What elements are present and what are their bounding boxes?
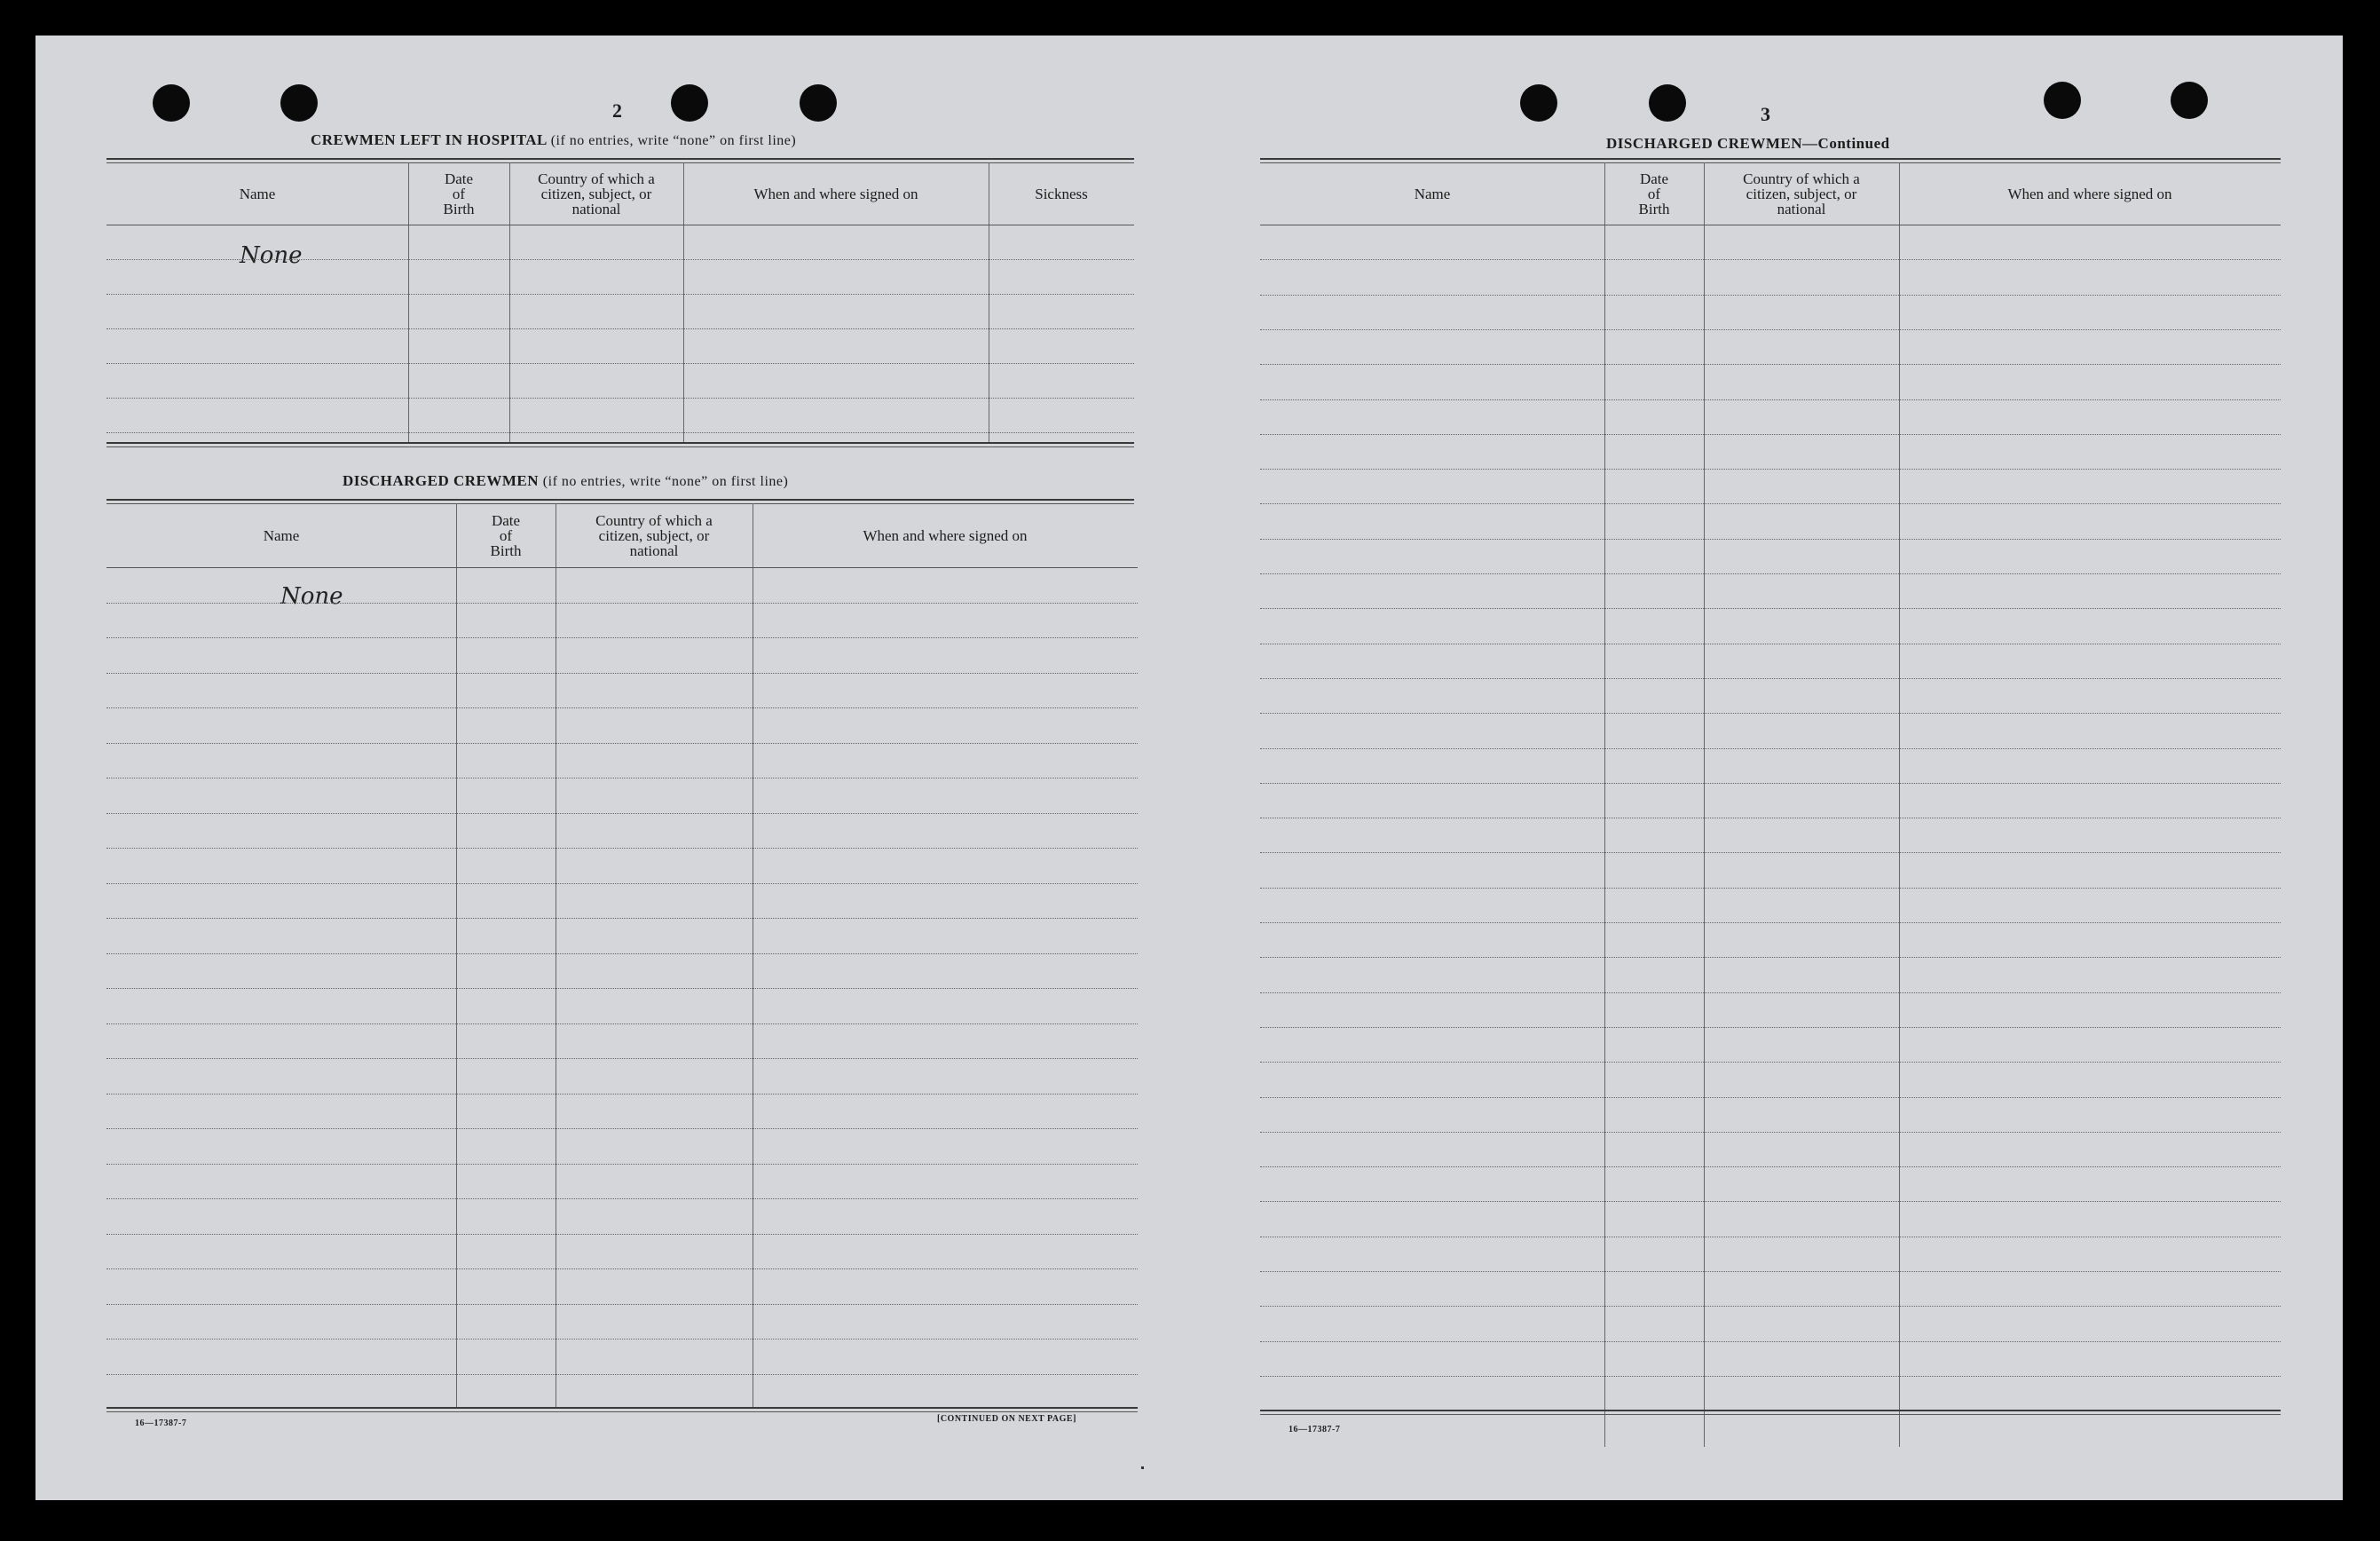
row-line	[1260, 1306, 2281, 1307]
page-number-left: 2	[612, 99, 622, 122]
row-line	[106, 848, 1138, 849]
discharged-note: (if no entries, write “none” on first line)	[542, 474, 789, 489]
punch-hole	[280, 84, 318, 122]
column-divider	[456, 503, 457, 1409]
row-line	[1260, 503, 2281, 504]
col-header-name: Name	[263, 526, 300, 544]
column-divider	[1899, 162, 1900, 1447]
col-header-signed: When and where signed on	[2007, 185, 2172, 202]
form-number-right: 16—17387-7	[1289, 1425, 1341, 1434]
row-line	[1260, 713, 2281, 714]
punch-hole	[2044, 82, 2081, 119]
hospital-note: (if no entries, write “none” on first line)	[550, 133, 797, 148]
row-line	[106, 883, 1138, 884]
row-line	[1260, 888, 2281, 889]
punch-hole	[671, 84, 708, 122]
header-rule	[106, 567, 1138, 568]
row-line	[106, 988, 1138, 989]
rule	[106, 1407, 1138, 1409]
rule	[106, 442, 1134, 444]
row-line	[106, 1023, 1138, 1024]
rule	[1260, 158, 2281, 160]
hospital-table	[106, 162, 1134, 444]
col-header-sickness: Sickness	[1035, 185, 1088, 202]
row-line	[106, 918, 1138, 919]
row-line	[1260, 1132, 2281, 1133]
row-line	[1260, 573, 2281, 574]
column-divider	[1604, 162, 1605, 1447]
rule	[106, 499, 1134, 501]
row-line	[1260, 608, 2281, 609]
col-header-country: Country of which a citizen, subject, or national	[595, 511, 713, 559]
discharged-section-title	[343, 472, 788, 490]
row-line	[106, 398, 1134, 399]
column-divider	[1704, 162, 1705, 1447]
col-header-country: Country of which a citizen, subject, or national	[1743, 170, 1860, 217]
row-line	[106, 1198, 1138, 1199]
row-line	[1260, 1341, 2281, 1342]
row-line	[1260, 957, 2281, 958]
row-line	[1260, 1062, 2281, 1063]
punch-hole	[800, 84, 837, 122]
col-header-country: Country of which a citizen, subject, or national	[538, 170, 655, 217]
row-line	[106, 707, 1138, 708]
column-divider	[509, 162, 510, 444]
row-line	[1260, 1166, 2281, 1167]
row-line	[106, 953, 1138, 954]
punch-hole	[1649, 84, 1686, 122]
row-line	[1260, 1097, 2281, 1098]
row-line	[1260, 259, 2281, 260]
row-line	[106, 1128, 1138, 1129]
continued-note: [CONTINUED ON NEXT PAGE]	[937, 1414, 1076, 1424]
discharged-title: DISCHARGED CREWMEN	[343, 472, 540, 489]
right-title: DISCHARGED CREWMEN	[1606, 135, 1803, 152]
row-line	[1260, 364, 2281, 365]
col-header-name: Name	[239, 185, 276, 202]
rule	[106, 158, 1134, 160]
col-header-dob: Date of Birth	[443, 170, 475, 217]
row-line	[1260, 295, 2281, 296]
row-line	[1260, 1376, 2281, 1377]
row-line	[106, 743, 1138, 744]
punch-hole	[2171, 82, 2208, 119]
handwritten-entry: None	[240, 242, 303, 269]
col-header-dob: Date of Birth	[1638, 170, 1670, 217]
row-line	[106, 294, 1134, 295]
row-line	[106, 432, 1134, 433]
row-line	[1260, 783, 2281, 784]
rule	[1260, 1410, 2281, 1411]
col-header-name: Name	[1414, 185, 1451, 202]
row-line	[106, 1268, 1138, 1269]
row-line	[106, 673, 1138, 674]
row-line	[106, 1058, 1138, 1059]
handwritten-entry: None	[280, 583, 343, 610]
row-line	[1260, 1027, 2281, 1028]
hospital-title: CREWMEN LEFT IN HOSPITAL	[311, 131, 547, 148]
punch-hole	[153, 84, 190, 122]
dot-mark	[1141, 1466, 1144, 1469]
row-line	[1260, 922, 2281, 923]
column-divider	[683, 162, 684, 444]
row-line	[106, 603, 1138, 604]
row-line	[1260, 992, 2281, 993]
row-line	[1260, 1271, 2281, 1272]
punch-hole	[1520, 84, 1557, 122]
row-line	[106, 1374, 1138, 1375]
row-line	[106, 637, 1138, 638]
discharged-continued-table	[1260, 162, 2281, 1447]
discharged-table	[106, 503, 1138, 1409]
row-line	[1260, 678, 2281, 679]
col-header-dob: Date of Birth	[490, 511, 522, 559]
row-line	[106, 813, 1138, 814]
row-line	[1260, 469, 2281, 470]
row-line	[106, 363, 1134, 364]
row-line	[106, 328, 1134, 329]
row-line	[1260, 748, 2281, 749]
right-title-suffix: —Continued	[1802, 135, 1890, 152]
page-number-right: 3	[1761, 103, 1770, 125]
row-line	[106, 1234, 1138, 1235]
col-header-signed: When and where signed on	[753, 185, 918, 202]
row-line	[1260, 434, 2281, 435]
row-line	[1260, 399, 2281, 400]
column-divider	[408, 162, 409, 444]
form-number-left: 16—17387-7	[135, 1419, 187, 1428]
row-line	[1260, 852, 2281, 853]
row-line	[106, 259, 1134, 260]
row-line	[106, 1094, 1138, 1095]
row-line	[1260, 1201, 2281, 1202]
hospital-section-title	[311, 131, 796, 149]
col-header-signed: When and where signed on	[863, 526, 1028, 544]
right-section-title	[1606, 135, 1890, 153]
row-line	[106, 1164, 1138, 1165]
row-line	[1260, 539, 2281, 540]
row-line	[106, 1304, 1138, 1305]
form-sheet	[35, 36, 2343, 1500]
row-line	[1260, 329, 2281, 330]
